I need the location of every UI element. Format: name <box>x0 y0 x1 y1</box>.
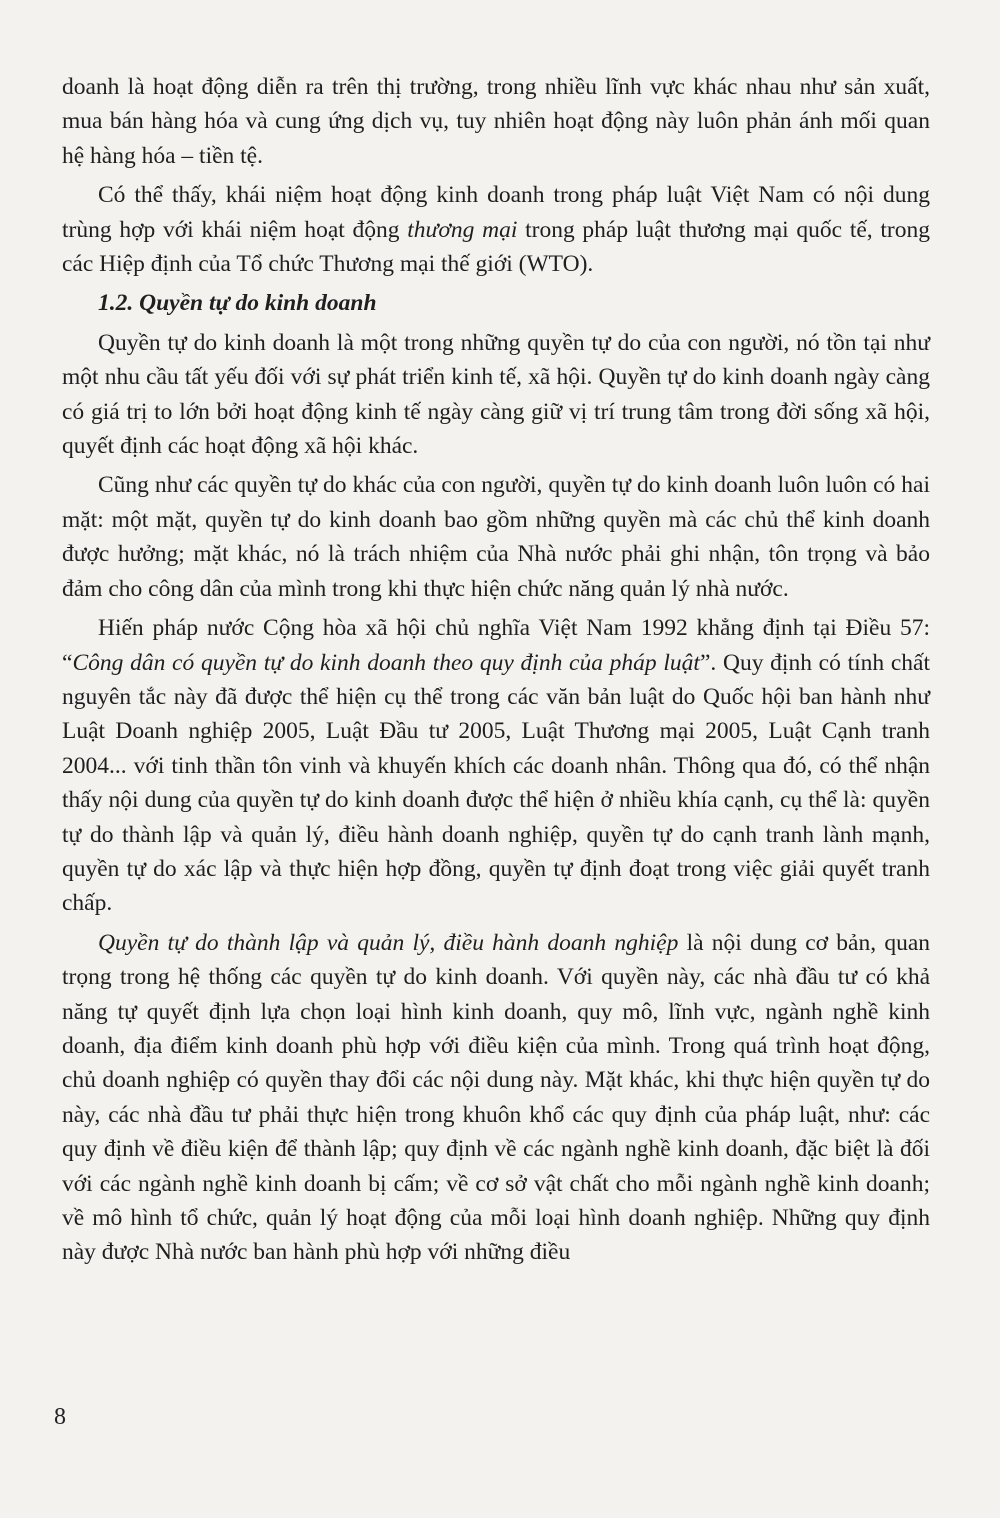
paragraph-2 <box>62 178 930 281</box>
paragraph-6 <box>62 926 930 1270</box>
paragraph-2-text-b: trong pháp luật thương mại quốc tế, trong các Hiệp định của Tổ chức Thương mại thế giới (WTO). <box>62 216 930 278</box>
paragraph-5 <box>62 611 930 921</box>
paragraph-6-text: là nội dung cơ bản, quan trọng trong hệ thống các quyền tự do kinh doanh. Với quyền này, các nhà đầu tư có khả năng tự quyết định lựa chọn loại hình kinh doanh, quy mô, lĩnh vực, ngành nghề kinh doanh, địa điểm kinh doanh phù hợp với điều kiện của mình. Trong quá trình hoạt động, chủ doanh nghiệp có quyền thay đổi các nội dung này. Mặt khác, khi thực hiện quyền tự do này, các nhà đầu tư phải thực hiện trong khuôn khổ các quy định của pháp luật, như: các quy định về điều kiện để thành lập; quy định về các ngành nghề kinh doanh, đặc biệt là đối với các ngành nghề kinh doanh bị cấm; về cơ sở vật chất cho mỗi ngành nghề kinh doanh; về mô hình tổ chức, quản lý hoạt động của mỗi loại hình doanh nghiệp. Những quy định này được Nhà nước ban hành phù hợp với những điều <box>62 929 930 1266</box>
paragraph-5-text-b: ”. Quy định có tính chất nguyên tắc này đã được thể hiện cụ thể trong các văn bản luật do Quốc hội ban hành như Luật Doanh nghiệp 2005, Luật Đầu tư 2005, Luật Thương mại 2005, Luật Cạnh tranh 2004... với tinh thần tôn vinh và khuyến khích các doanh nhân. Thông qua đó, có thể nhận thấy nội dung của quyền tự do kinh doanh được thể hiện ở nhiều khía cạnh, cụ thể là: quyền tự do thành lập và quản lý, điều hành doanh nghiệp, quyền tự do cạnh tranh lành mạnh, quyền tự do xác lập và thực hiện hợp đồng, quyền tự định đoạt trong việc giải quyết tranh chấp. <box>62 649 930 917</box>
paragraph-6-italic: Quyền tự do thành lập và quản lý, điều hành doanh nghiệp <box>98 929 679 956</box>
paragraph-2-text-a: Có thể thấy, khái niệm hoạt động kinh doanh trong pháp luật Việt Nam có nội dung trùng hợp với khái niệm hoạt động <box>62 182 930 243</box>
paragraph-3: Quyền tự do kinh doanh là một trong những quyền tự do của con người, nó tồn tại như một nhu cầu tất yếu đối với sự phát triển kinh tế, xã hội. Quyền tự do kinh doanh ngày càng có giá trị to lớn bởi hoạt động kinh tế ngày càng giữ vị trí trung tâm trong đời sống xã hội, quyết định các hoạt động xã hội khác. <box>62 329 930 460</box>
page-number: 8 <box>54 1404 66 1430</box>
body-text <box>62 70 930 1275</box>
paragraph-5-text-a: Hiến pháp nước Cộng hòa xã hội chủ nghĩa Việt Nam 1992 khẳng định tại Điều 57: “ <box>62 615 930 676</box>
paragraph-5-italic-quote: Công dân có quyền tự do kinh doanh theo quy định của pháp luật <box>72 649 700 676</box>
paragraph-1: doanh là hoạt động diễn ra trên thị trường, trong nhiều lĩnh vực khác nhau như sản xuất, mua bán hàng hóa và cung ứng dịch vụ, tuy nhiên hoạt động này luôn phản ánh mối quan hệ hàng hóa – tiền tệ. <box>62 74 930 169</box>
paragraph-4: Cũng như các quyền tự do khác của con người, quyền tự do kinh doanh luôn luôn có hai mặt: một mặt, quyền tự do kinh doanh bao gồm những quyền mà các chủ thể kinh doanh được hưởng; mặt khác, nó là trách nhiệm của Nhà nước phải ghi nhận, tôn trọng và bảo đảm cho công dân của mình trong khi thực hiện chức năng quản lý nhà nước. <box>62 472 930 602</box>
section-heading: 1.2. Quyền tự do kinh doanh <box>98 290 377 317</box>
paragraph-2-italic: thương mại <box>407 216 518 243</box>
